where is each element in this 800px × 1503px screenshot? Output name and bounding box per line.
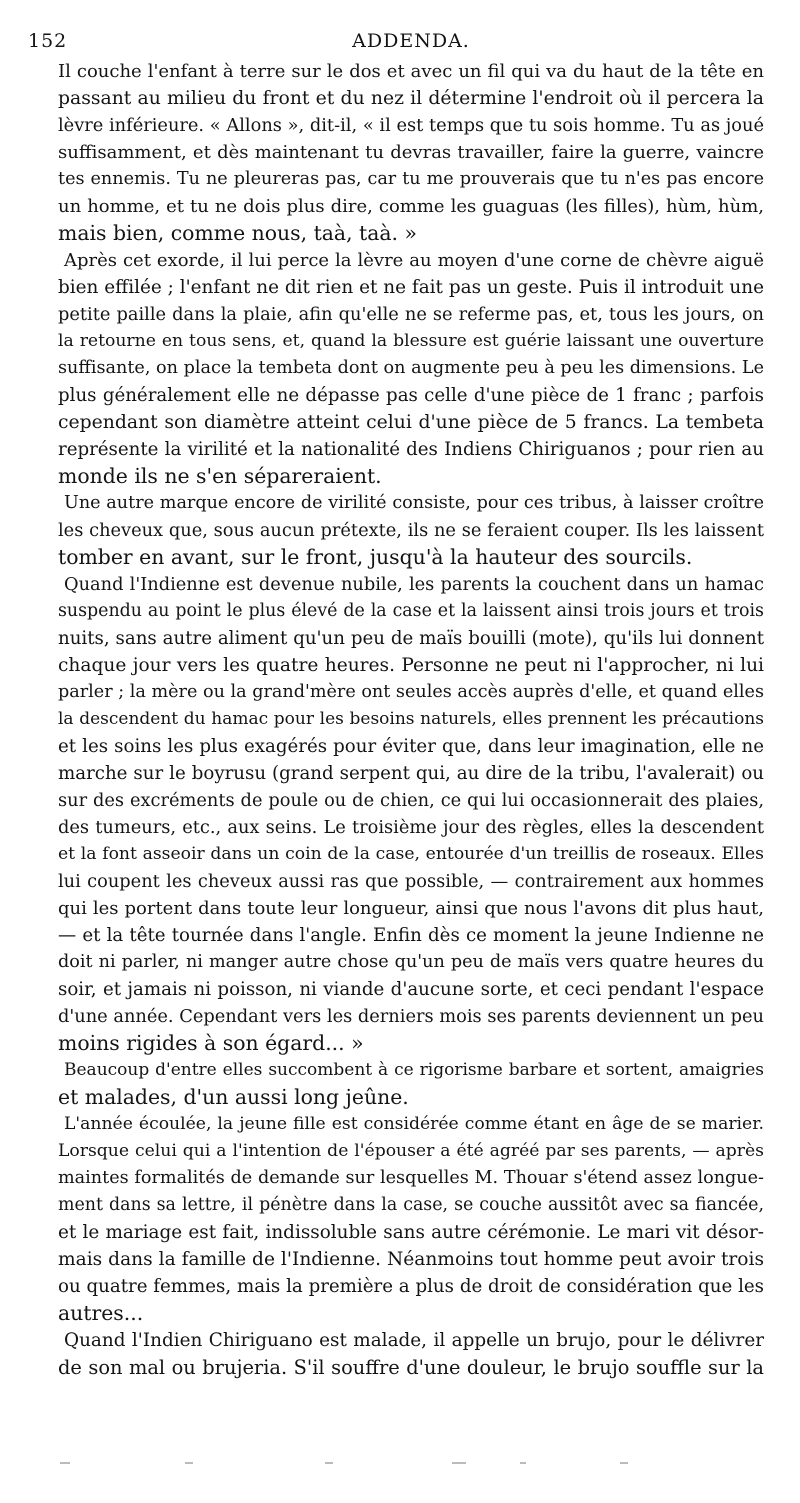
text-line: Beaucoup d'entre elles succombent à ce rigorisme barbare et sortent, amaigries: [64, 1060, 764, 1080]
text-line: autres...: [58, 1301, 144, 1325]
text-line: Lorsque celui qui a l'intention de l'épouser a été agréé par ses parents, — après: [58, 1141, 764, 1161]
text-line: maintes formalités de demande sur lesquelles M. Thouar s'étend assez longue-: [58, 1168, 764, 1188]
page-header: [28, 30, 764, 58]
text-line: Après cet exorde, il lui perce la lèvre au moyen d'une corne de chèvre aiguë: [64, 250, 764, 271]
text-line: nuits, sans autre aliment qu'un peu de maïs bouilli (mote), qu'ils lui donnent: [58, 628, 764, 649]
scan-footer-marks: [60, 1462, 660, 1466]
text-line: marche sur le boyrusu (grand serpent qui, au dire de la tribu, l'avalerait) ou: [58, 763, 764, 784]
text-line: sur des excréments de poule ou de chien, ce qui lui occasionnerait des plaies,: [58, 790, 764, 811]
text-line: Quand l'Indien Chiriguano est malade, il appelle un brujo, pour le délivrer: [64, 1330, 764, 1351]
text-line: suffisante, on place la tembeta dont on augmente peu à peu les dimensions. Le: [58, 358, 764, 378]
text-line: un homme, et tu ne dois plus dire, comme les guaguas (les filles), hùm, hùm,: [58, 196, 764, 217]
text-line: bien effilée ; l'enfant ne dit rien et ne fait pas un geste. Puis il introduit une: [58, 277, 764, 298]
book-page: [28, 30, 764, 1381]
text-line: tomber en avant, sur le front, jusqu'à la hauteur des sourcils.: [58, 545, 693, 569]
text-line: et les soins les plus exagérés pour éviter que, dans leur imagination, elle ne: [58, 736, 764, 757]
text-line: lui coupent les cheveux aussi ras que possible, — contrairement aux hommes: [58, 871, 764, 892]
text-line: et la font asseoir dans un coin de la case, entourée d'un treillis de roseaux. Elles: [58, 844, 764, 864]
text-line: ment dans sa lettre, il pénètre dans la case, se couche aussitôt avec sa fiancée,: [58, 1195, 764, 1215]
text-line: L'année écoulée, la jeune fille est considérée comme étant en âge de se marier.: [64, 1114, 764, 1134]
text-line: lèvre inférieure. « Allons », dit-il, « il est temps que tu sois homme. Tu as joué: [58, 115, 764, 136]
text-line: tes ennemis. Tu ne pleureras pas, car tu me prouverais que tu n'es pas encore: [58, 169, 764, 189]
body-text: [58, 58, 764, 1381]
text-line: suspendu au point le plus élevé de la case et la laissent ainsi trois jours et trois: [58, 601, 764, 621]
text-line: mais bien, comme nous, taà, taà. »: [58, 221, 417, 245]
text-line: doit ni parler, ni manger autre chose qu'un peu de maïs vers quatre heures du: [58, 952, 764, 972]
text-line: d'une année. Cependant vers les derniers mois ses parents deviennent un peu: [58, 1006, 764, 1027]
text-line: parler ; la mère ou la grand'mère ont seules accès auprès d'elle, et quand elles: [58, 682, 764, 702]
text-line: Il couche l'enfant à terre sur le dos et avec un fil qui va du haut de la tête en: [58, 61, 764, 82]
text-line: moins rigides à son égard... »: [58, 1031, 364, 1055]
text-line: soir, et jamais ni poisson, ni viande d'aucune sorte, et ceci pendant l'espace: [58, 979, 764, 1000]
running-head: ADDENDA.: [352, 30, 470, 52]
text-line: Quand l'Indienne est devenue nubile, les parents la couchent dans un hamac: [64, 574, 764, 595]
text-line: ou quatre femmes, mais la première a plus de droit de considération que les: [58, 1276, 764, 1297]
text-line: cependant son diamètre atteint celui d'une pièce de 5 francs. La tembeta: [58, 412, 764, 433]
text-line: et malades, d'un aussi long jeûne.: [58, 1085, 409, 1109]
text-line: suffisamment, et dès maintenant tu devras travailler, faire la guerre, vaincre: [58, 142, 764, 163]
text-line: Une autre marque encore de virilité consiste, pour ces tribus, à laisser croître: [64, 493, 764, 513]
text-line: — et la tête tournée dans l'angle. Enfin dès ce moment la jeune Indienne ne: [58, 925, 764, 946]
text-line: et le mariage est fait, indissoluble sans autre cérémonie. Le mari vit désor-: [58, 1222, 764, 1243]
text-line: des tumeurs, etc., aux seins. Le troisième jour des règles, elles la descendent: [58, 817, 764, 838]
text-line: mais dans la famille de l'Indienne. Néanmoins tout homme peut avoir trois: [58, 1249, 764, 1270]
text-line: plus généralement elle ne dépasse pas celle d'une pièce de 1 franc ; parfois: [58, 385, 764, 406]
page-number: 152: [28, 30, 68, 52]
text-line: la descendent du hamac pour les besoins naturels, elles prennent les précautions: [58, 709, 764, 729]
text-line: les cheveux que, sous aucun prétexte, ils ne se feraient couper. Ils les laissent: [58, 520, 764, 541]
text-line: la retourne en tous sens, et, quand la blessure est guérie laissant une ouverture: [58, 331, 764, 351]
text-line: chaque jour vers les quatre heures. Personne ne peut ni l'approcher, ni lui: [58, 655, 764, 676]
text-line: de son mal ou brujeria. S'il souffre d'une douleur, le brujo souffle sur la: [58, 1356, 764, 1379]
text-line: monde ils ne s'en sépareraient.: [58, 464, 382, 488]
text-line: représente la virilité et la nationalité des Indiens Chiriguanos ; pour rien au: [58, 439, 764, 460]
text-line: petite paille dans la plaie, afin qu'elle ne se referme pas, et, tous les jours, on: [58, 304, 764, 325]
text-line: passant au milieu du front et du nez il détermine l'endroit où il percera la: [58, 88, 764, 109]
text-line: qui les portent dans toute leur longueur, ainsi que nous l'avons dit plus haut,: [58, 898, 764, 919]
